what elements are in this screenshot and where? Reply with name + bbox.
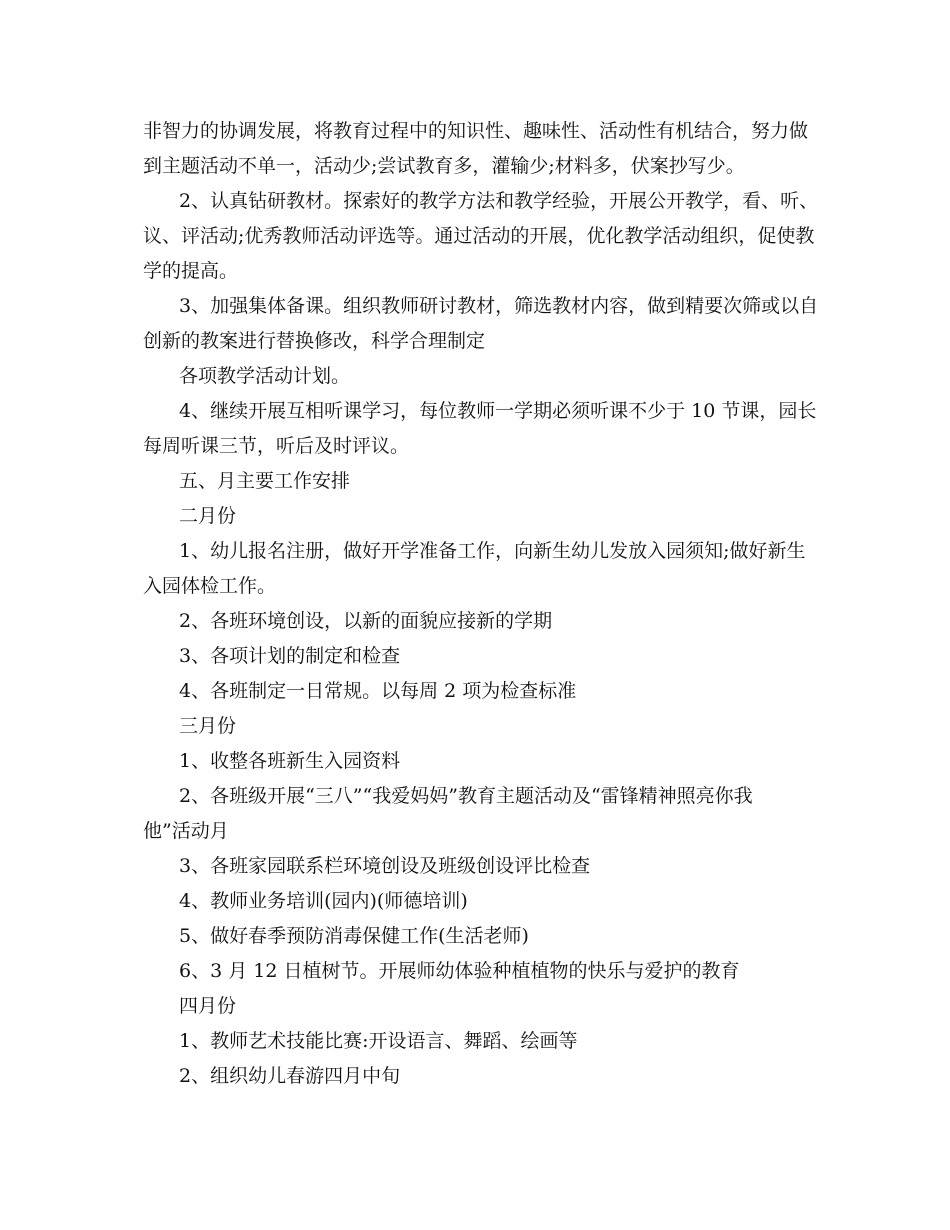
text-line: 创新的教案进行替换修改，科学合理制定 <box>143 330 486 352</box>
text-line: 各项教学活动计划。 <box>179 365 351 387</box>
text-line: 2、各班级开展“三八”“我爱妈妈”教育主题活动及“雷锋精神照亮你我 <box>179 785 753 807</box>
text-line: 1、幼儿报名注册，做好开学准备工作，向新生幼儿发放入园须知;做好新生 <box>179 540 806 562</box>
month-heading: 三月份 <box>179 715 237 737</box>
text-line: 到主题活动不单一，活动少;尝试教育多，灌输少;材料多，伏案抄写少。 <box>143 155 745 177</box>
document-body <box>143 114 819 1094</box>
section-heading: 五、月主要工作安排 <box>179 470 351 492</box>
text-line: 入园体检工作。 <box>143 575 277 597</box>
text-line: 3、加强集体备课。组织教师研讨教材，筛选教材内容，做到精要次筛或以自 <box>179 295 819 317</box>
text-line: 3、各班家园联系栏环境创设及班级创设评比检查 <box>179 855 591 877</box>
text-line: 每周听课三节，听后及时评议。 <box>143 435 410 457</box>
text-line: 1、收整各班新生入园资料 <box>179 750 401 772</box>
month-heading: 二月份 <box>179 505 237 527</box>
text-line: 5、做好春季预防消毒保健工作(生活老师) <box>179 925 529 947</box>
text-line: 4、教师业务培训(园内)(师德培训) <box>179 890 468 912</box>
month-heading: 四月份 <box>179 995 237 1017</box>
text-line: 2、组织幼儿春游四月中旬 <box>179 1065 401 1087</box>
text-line: 2、认真钻研教材。探索好的教学方法和教学经验，开展公开教学，看、听、 <box>179 190 819 212</box>
text-line: 2、各班环境创设，以新的面貌应接新的学期 <box>179 610 553 632</box>
text-line: 非智力的协调发展，将教育过程中的知识性、趣味性、活动性有机结合，努力做 <box>143 120 809 142</box>
text-line: 1、教师艺术技能比赛:开设语言、舞蹈、绘画等 <box>179 1030 578 1052</box>
text-line: 4、继续开展互相听课学习，每位教师一学期必须听课不少于 10 节课，园长 <box>179 400 817 422</box>
text-line: 4、各班制定一日常规。以每周 2 项为检查标准 <box>179 680 577 702</box>
text-line: 学的提高。 <box>143 260 239 282</box>
text-line: 议、评活动;优秀教师活动评选等。通过活动的开展，优化教学活动组织，促使教 <box>143 225 815 247</box>
text-line: 6、3 月 12 日植树节。开展师幼体验种植植物的快乐与爱护的教育 <box>179 960 740 982</box>
text-line: 3、各项计划的制定和检查 <box>179 645 401 667</box>
text-line: 他”活动月 <box>143 820 229 842</box>
